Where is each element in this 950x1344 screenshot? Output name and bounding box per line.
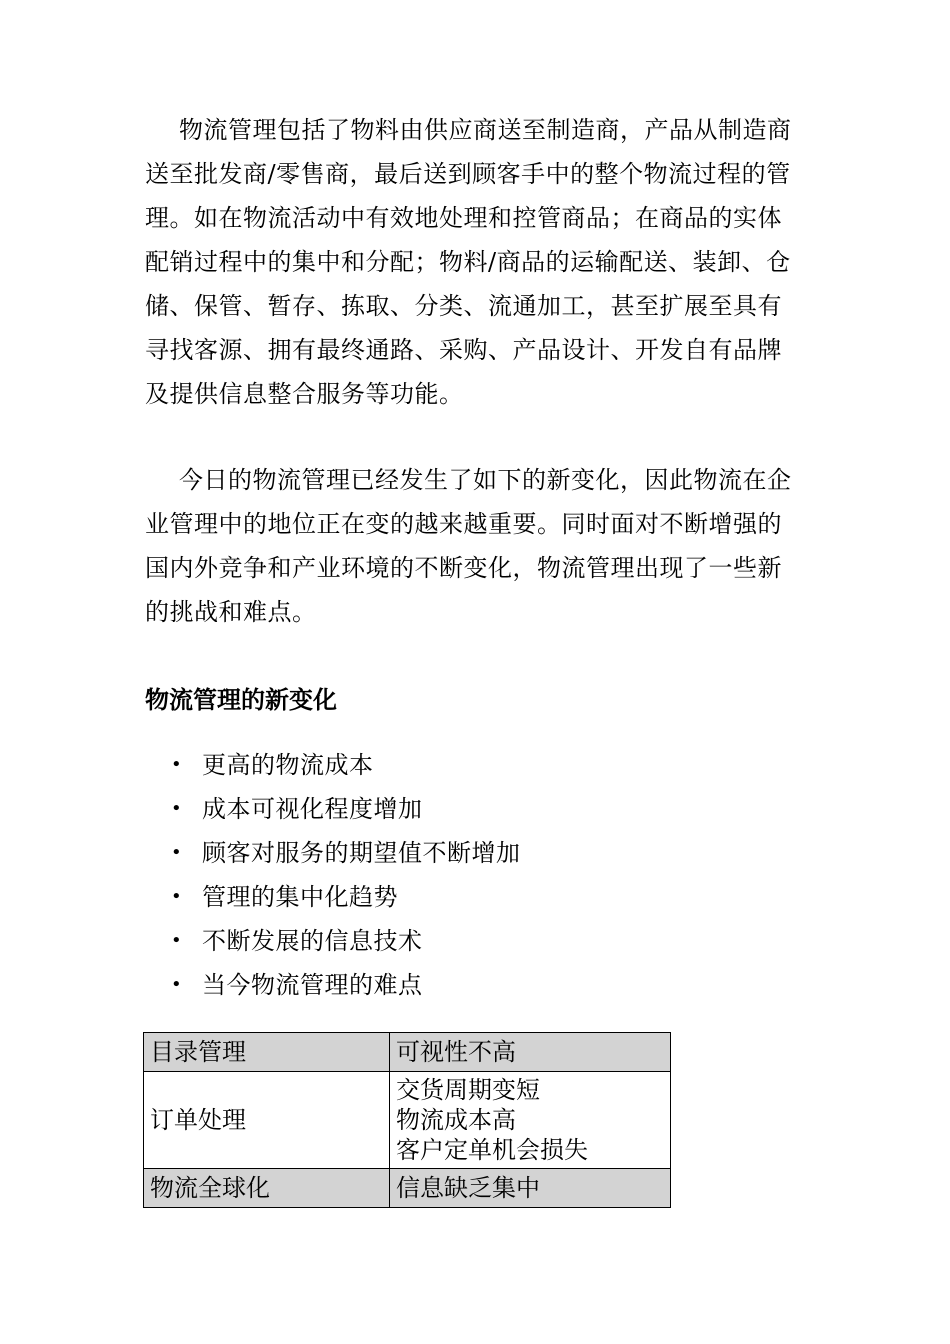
changes-paragraph: 今日的物流管理已经发生了如下的新变化，因此物流在企业管理中的地位正在变的越来越重要。同时面对不断增强的国内外竞争和产业环境的不断变化，物流管理出现了一些新的挑战和难点。 [145, 466, 792, 626]
table-row [144, 1169, 671, 1208]
section-heading: 物流管理的新变化 [145, 686, 337, 714]
list-item: • 更高的物流成本 [145, 743, 521, 787]
bullet-icon: • [171, 974, 183, 995]
bullet-icon: • [171, 842, 183, 863]
table-cell: 物流全球化 [144, 1169, 390, 1208]
table-cell: 订单处理 [144, 1072, 390, 1169]
bullet-icon: • [171, 798, 183, 819]
table-cell: 信息缺乏集中 [390, 1169, 671, 1208]
list-item: • 顾客对服务的期望值不断增加 [145, 831, 521, 875]
bullet-icon: • [171, 930, 183, 951]
table-row [144, 1072, 671, 1169]
list-item: • 成本可视化程度增加 [145, 787, 521, 831]
table-cell: 可视性不高 [390, 1033, 671, 1072]
intro-paragraph: 物流管理包括了物料由供应商送至制造商，产品从制造商送至批发商/零售商，最后送到顾客手中的整个物流过程的管理。如在物流活动中有效地处理和控管商品；在商品的实体配销过程中的集中和分配；物料/商品的运输配送、装卸、仓储、保管、暂存、拣取、分类、流通加工，甚至扩展至具有寻找客源、拥有最终通路、采购、产品设计、开发自有品牌及提供信息整合服务等功能。 [145, 116, 792, 408]
bullet-icon: • [171, 886, 183, 907]
difficulties-table [143, 1032, 671, 1208]
changes-list [145, 743, 521, 1007]
list-item: • 当今物流管理的难点 [145, 963, 521, 1007]
bullet-icon: • [171, 754, 183, 775]
list-item: • 管理的集中化趋势 [145, 875, 521, 919]
list-item: • 不断发展的信息技术 [145, 919, 521, 963]
table-cell: 目录管理 [144, 1033, 390, 1072]
table-row [144, 1033, 671, 1072]
table-cell: 交货周期变短 物流成本高 客户定单机会损失 [390, 1072, 671, 1169]
